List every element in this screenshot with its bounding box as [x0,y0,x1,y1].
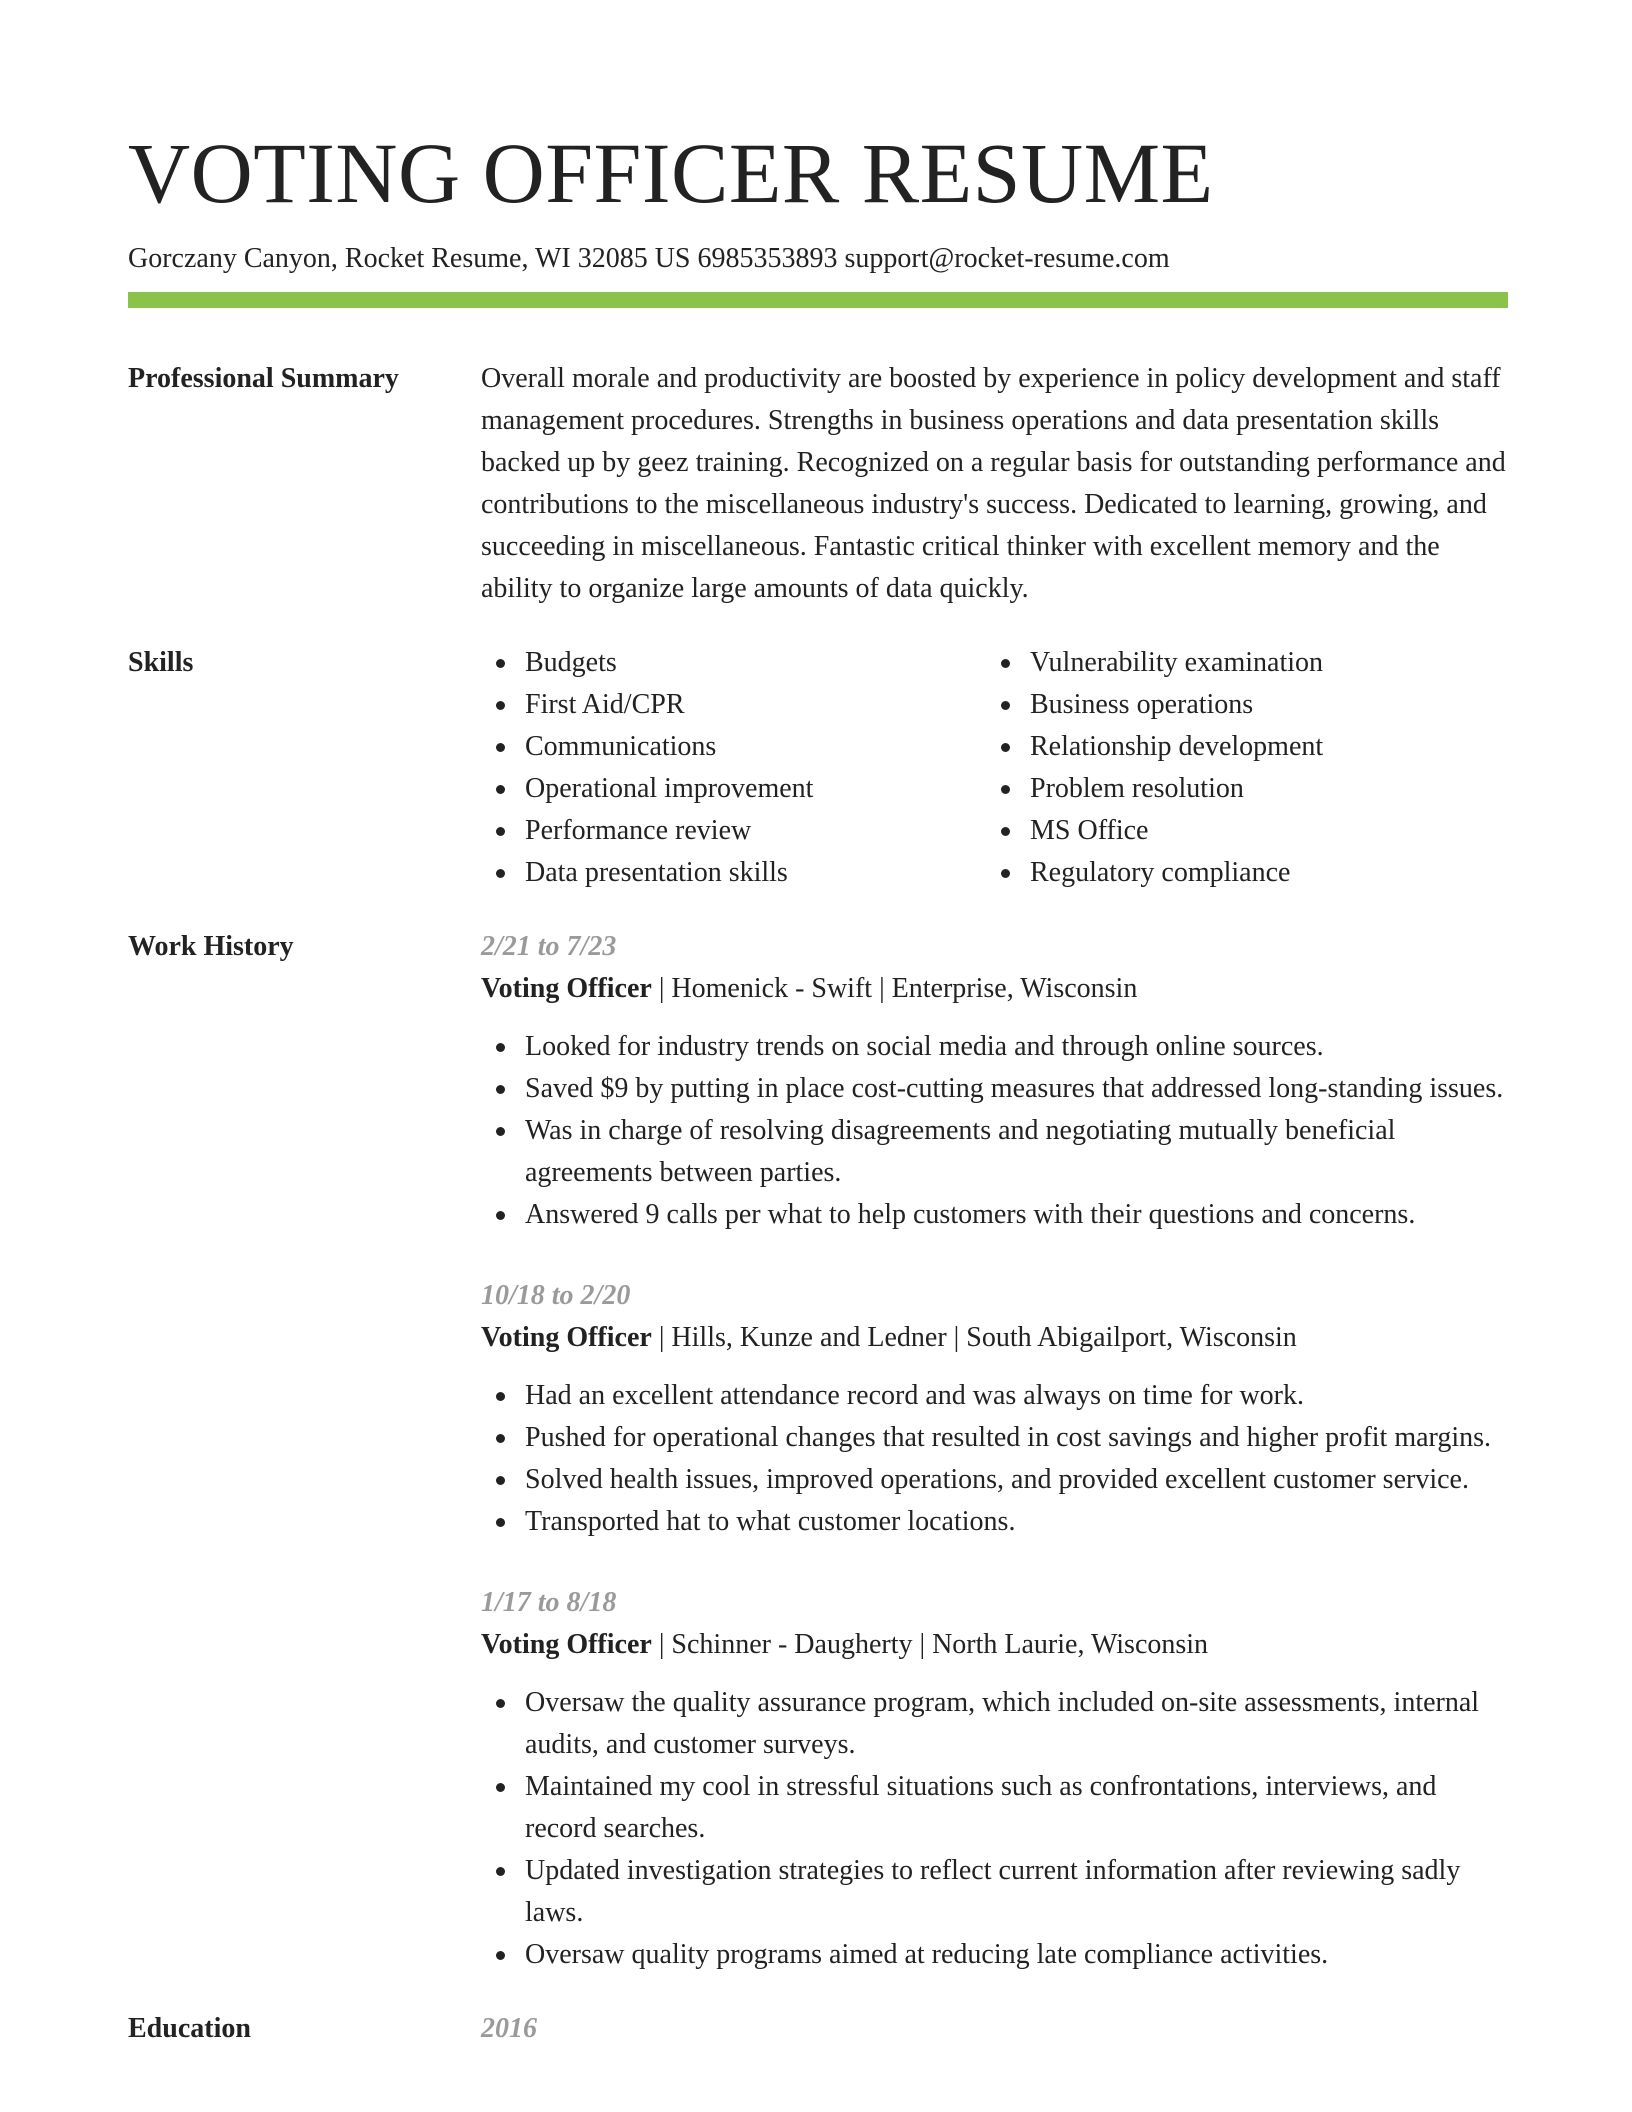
list-item-text: MS Office [1030,815,1149,846]
skill-item [986,642,1491,684]
skill-item [986,684,1491,726]
section-label-education: Education [128,2013,251,2044]
list-item-text: First Aid/CPR [525,689,685,720]
skill-item [481,852,986,894]
skill-item [986,852,1491,894]
list-item-text: Problem resolution [1030,773,1244,804]
list-item-text: Budgets [525,647,617,678]
bullet-icon [496,827,505,836]
job-employer-location: | Hills, Kunze and Ledner | South Abigailport, Wisconsin [651,1322,1297,1353]
list-item-text: Performance review [525,815,752,846]
skill-item [481,768,986,810]
skill-item [481,684,986,726]
list-item-text: Communications [525,731,717,762]
job-title: Voting Officer [481,1322,652,1353]
bullet-icon [496,1211,505,1220]
list-item-text: Oversaw quality programs aimed at reducing late compliance activities. [525,1939,1329,1970]
bullet-icon [1001,743,1010,752]
section-label-work: Work History [128,931,294,962]
bullet-icon [496,1476,505,1485]
list-item-text: Maintained my cool in stressful situations such as confrontations, interviews, and record searches. [525,1771,1437,1844]
resume-page [128,118,1508,2050]
bullet-icon [1001,827,1010,836]
skills-columns [481,642,1508,894]
bullet-icon [496,1783,505,1792]
list-item-text: Operational improvement [525,773,814,804]
bullet-icon [496,1127,505,1136]
bullet-icon [496,1085,505,1094]
summary-text: Overall morale and productivity are boosted by experience in policy development and staff management procedures. Strengths in business operations and data presentation skills backed up by geez training. Recognized on a regular basis for outstanding performance and contributions to the miscellaneous industry's success. Dedicated to learning, growing, and succeeding in miscellaneous. Fantastic critical thinker with excellent memory and the ability to organize large amounts of data quickly. [481,363,1506,604]
skills-section [128,642,1508,894]
contact-line: Gorczany Canyon, Rocket Resume, WI 32085 US 6985353893 support@rocket-resume.com [128,243,1170,274]
job-bullet-item [481,1850,1508,1934]
list-item-text: Pushed for operational changes that resulted in cost savings and higher profit margins. [525,1422,1492,1453]
list-item-text: Solved health issues, improved operations, and provided excellent customer service. [525,1464,1469,1495]
bullet-icon [496,785,505,794]
skill-item [481,642,986,684]
skill-item [481,726,986,768]
list-item-text: Was in charge of resolving disagreements and negotiating mutually beneficial agreements between parties. [525,1115,1396,1188]
job-date: 1/17 to 8/18 [481,1587,617,1618]
list-item-text: Data presentation skills [525,857,788,888]
job-entry [481,1275,1508,1543]
job-bullets [481,1026,1508,1236]
list-item-text: Business operations [1030,689,1254,720]
job-heading [481,1624,1508,1666]
education-section [128,2008,1508,2050]
job-heading [481,1317,1508,1359]
job-bullet-item [481,1682,1508,1766]
bullet-icon [496,1392,505,1401]
job-bullet-item [481,1110,1508,1194]
skill-item [481,810,986,852]
section-label-summary: Professional Summary [128,363,399,394]
list-item-text: Looked for industry trends on social media and through online sources. [525,1031,1324,1062]
job-title: Voting Officer [481,973,652,1004]
job-bullet-item [481,1194,1508,1236]
list-item-text: Transported hat to what customer locations. [525,1506,1016,1537]
bullet-icon [496,1867,505,1876]
job-bullet-item [481,1026,1508,1068]
job-title: Voting Officer [481,1629,652,1660]
job-employer-location: | Homenick - Swift | Enterprise, Wisconsin [651,973,1138,1004]
list-item-text: Oversaw the quality assurance program, which included on-site assessments, internal audits, and customer surveys. [525,1687,1480,1760]
bullet-icon [496,743,505,752]
list-item-text: Regulatory compliance [1030,857,1291,888]
job-date: 10/18 to 2/20 [481,1280,631,1311]
list-item-text: Relationship development [1030,731,1324,762]
skill-item [986,768,1491,810]
job-list [481,926,1508,1976]
skill-item [986,810,1491,852]
professional-summary-section [128,358,1508,610]
job-bullet-item [481,1766,1508,1850]
bullet-icon [496,1951,505,1960]
job-bullets [481,1682,1508,1976]
bullet-icon [496,1043,505,1052]
job-bullet-item [481,1375,1508,1417]
section-label-skills: Skills [128,647,194,678]
bullet-icon [496,659,505,668]
job-date: 2/21 to 7/23 [481,931,617,962]
job-entry [481,926,1508,1236]
job-bullet-item [481,1459,1508,1501]
job-bullet-item [481,1934,1508,1976]
list-item-text: Answered 9 calls per what to help customers with their questions and concerns. [525,1199,1416,1230]
bullet-icon [496,1699,505,1708]
job-bullet-item [481,1068,1508,1110]
job-bullet-item [481,1417,1508,1459]
resume-title: VOTING OFFICER RESUME [128,125,1214,221]
accent-divider [128,292,1508,308]
job-employer-location: | Schinner - Daugherty | North Laurie, Wisconsin [651,1629,1209,1660]
bullet-icon [496,1434,505,1443]
skills-column-left [481,642,986,894]
job-bullet-item [481,1501,1508,1543]
bullet-icon [496,869,505,878]
list-item-text: Updated investigation strategies to reflect current information after reviewing sadly laws. [525,1855,1461,1928]
skills-column-right [986,642,1491,894]
work-history-section [128,926,1508,1976]
bullet-icon [1001,869,1010,878]
list-item-text: Had an excellent attendance record and was always on time for work. [525,1380,1305,1411]
bullet-icon [496,1518,505,1527]
bullet-icon [1001,659,1010,668]
bullet-icon [1001,785,1010,794]
education-year: 2016 [481,2013,537,2044]
bullet-icon [496,701,505,710]
job-heading [481,968,1508,1010]
list-item-text: Saved $9 by putting in place cost-cutting measures that addressed long-standing issues. [525,1073,1504,1104]
skill-item [986,726,1491,768]
bullet-icon [1001,701,1010,710]
list-item-text: Vulnerability examination [1030,647,1324,678]
job-entry [481,1582,1508,1976]
job-bullets [481,1375,1508,1543]
